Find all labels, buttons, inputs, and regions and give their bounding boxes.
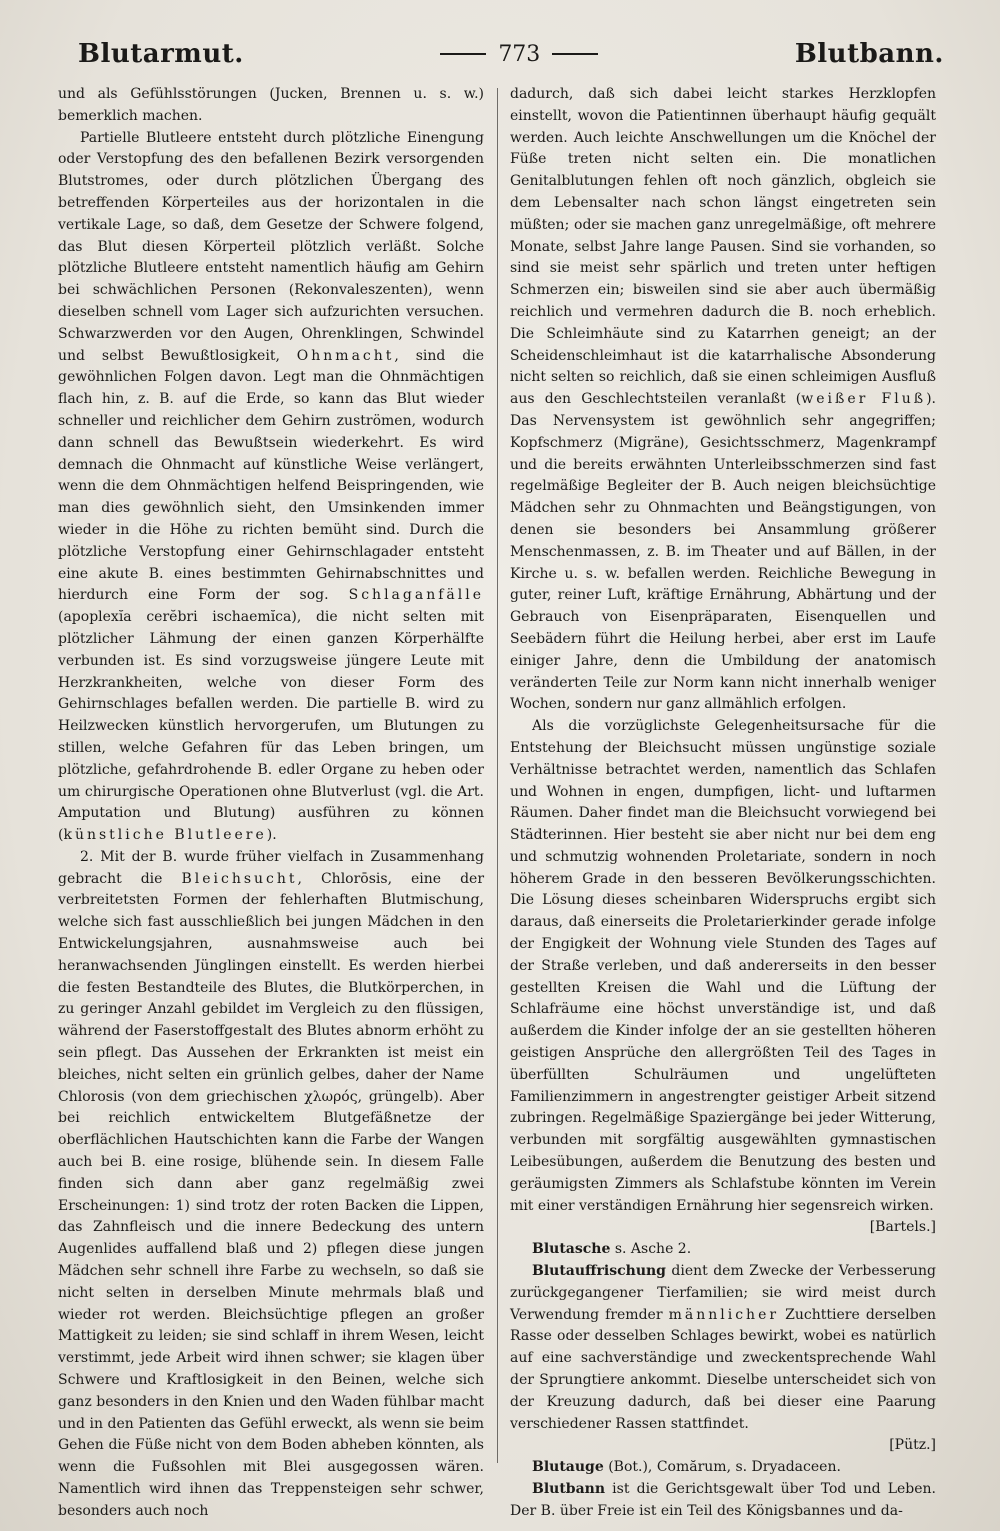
paragraph	[510, 716, 936, 1239]
headword: Blutauffrischung	[532, 1263, 666, 1280]
entry-blutauffrischung	[510, 1261, 936, 1457]
text: und als Gefühlsstörungen (Jucken, Brennen u. s. w.) bemerklich machen.	[58, 86, 484, 124]
page-number-block	[440, 42, 598, 67]
text: Zuchttiere derselben Rasse oder desselben Schlages bewirkt, wobei es natürlich auf eine sachverständige und zweckentsprechende Wahl der Sprungtiere ankommt. Dieselbe unterscheidet sich von der Kreuzung dadurch, daß bei dieser eine Paarung verschiedener Rassen stattfindet.	[510, 1306, 936, 1432]
spaced-term: Ohnmacht	[296, 347, 395, 364]
page-number: 773	[498, 41, 541, 67]
author-signature: [Bartels.]	[869, 1219, 936, 1236]
text: Partielle Blutleere entsteht durch plötzliche Einengung oder Verstopfung des den befallenen Bezirk versorgenden Blutstromes, oder durch plötzlichen Übergang des betreffenden Körperteiles aus der horizontalen in die vertikale Lage, so daß, dem Gesetze der Schwere folgend, das Blut diesen Körperteil plötzlich verläßt. Solche plötzliche Blutleere entsteht namentlich häufig am Gehirn bei schwächlichen Personen (Rekonvaleszenten), wenn dieselben schnell vom Lager sich aufzurichten versuchen. Schwarzwerden vor den Augen, Ohrenklingen, Schwindel und selbst Bewußtlosigkeit,	[58, 129, 484, 364]
author-signature: [Pütz.]	[889, 1437, 936, 1454]
text: dient dem Zwecke der Verbesserung zurückgegangener Tierfamilien; sie wird meist durch Verwendung fremder	[510, 1263, 936, 1323]
spaced-term: weißer Fluß	[801, 391, 927, 408]
entry-blutasche	[510, 1239, 936, 1261]
left-column	[58, 84, 485, 1519]
text: Als die vorzüglichste Gelegenheitsursache für die Entstehung der Bleichsucht müssen ungünstige soziale Verhältnisse betrachtet werden, namentlich das Schlafen und Wohnen in engen, dumpfigen, licht- und luftarmen Räumen. Daher findet man die Bleichsucht vorwiegend bei Städterinnen. Hier besteht sie aber nicht nur bei dem eng und schmutzig wohnenden Proletariate, sondern in noch höherem Grade in den besseren Bevölkerungsschichten. Die Lösung dieses scheinbaren Widerspruchs ergibt sich daraus, daß einerseits die Proletarierkinder gerade infolge der Engigkeit der Wohnung viele Stunden des Tages auf der Straße verleben, und daß andererseits in den besser gestellten Kreisen die Wahl und die Lüftung der Schlafräume eine höchst unverständige ist, und daß außerdem die Kinder infolge der an sie gestellten höheren geistigen Ansprüche den allergrößten Teil des Tages in überfüllten Schulräumen und ungelüfteten Familienzimmern in angestrengter geistiger Arbeit sitzend zubringen. Regelmäßige Spaziergänge bei jeder Witterung, verbunden mit sorgfältig ausgewählten gymnastischen Leibesübungen, außerdem die Benutzung des besten und geräumigsten Zimmers als Schlafstube könnten im Verein mit einer verständigen Ernährung hier segensreich wirken.	[510, 718, 936, 1214]
spaced-term: künstliche Blutleere	[63, 827, 267, 844]
paragraph	[58, 84, 484, 128]
header-dash-right	[552, 53, 598, 55]
right-column	[510, 84, 936, 1519]
headword: Blutasche	[532, 1241, 611, 1258]
text: 2. Mit der B. wurde früher vielfach in Zusammenhang gebracht die	[58, 848, 484, 887]
text: (Bot.), Comărum, s. Dryadaceen.	[603, 1459, 841, 1476]
running-head-left: Blutarmut.	[78, 39, 244, 69]
spaced-term: männlicher	[668, 1306, 780, 1323]
headword: Blutbann	[532, 1481, 606, 1497]
text: (apoplexĭa cerĕbri ischaemĭca), die nicht selten mit plötzlicher Lähmung der einen ganzen Körperhälfte verbunden ist. Es sind vorzugsweise jüngere Leute mit Herzkrankheiten, welche von dieser Form des Gehirnschlages befallen werden. Die partielle B. wird zu Heilzwecken künstlich hervorgerufen, um Blutungen zu stillen, welche Gefahren für das Leben bringen, um plötzliche, gefahrdrohende B. edler Organe zu heben oder um chirurgische Operationen ohne Blutverlust (vgl. die Art. Amputation und Blutung) ausführen zu können (	[58, 609, 484, 844]
entry-blutbann	[510, 1479, 936, 1523]
paragraph	[510, 84, 936, 716]
column-divider	[497, 88, 498, 1463]
spaced-term: Schlaganfälle	[348, 587, 484, 604]
text: s. Asche 2.	[610, 1241, 692, 1258]
text: dadurch, daß sich dabei leicht starkes Herzklopfen einstellt, wovon die Patientinnen überhaupt häufig gequält werden. Auch leichte Anschwellungen um die Knöchel der Füße treten nicht selten ein. Die monatlichen Genitalblutungen fehlen oft noch gänzlich, obgleich sie dem Lebensalter nach schon längst eingetreten sein müßten; oder sie machen ganz unregelmäßige, oft mehrere Monate, selbst Jahre lange Pausen. Sind sie vorhanden, so sind sie meist sehr spärlich und treten unter heftigen Schmerzen ein; bisweilen sind sie aber auch übermäßig reichlich und vermehren dadurch die B. noch erheblich. Die Schleimhäute sind zu Katarrhen geneigt; an der Scheidenschleimhaut ist die katarrhalische Absonderung nicht selten so reichlich, daß sie einen schleimigen Ausfluß aus den Geschlechtsteilen veranlaßt (	[510, 86, 936, 408]
text: , Chlorōsis, eine der verbreitetsten Formen der fehlerhaften Blutmischung, welche sich fast ausschließlich bei jungen Mädchen in den Entwickelungsjahren, ausnahmsweise auch bei heranwachsenden Jünglingen einstellt. Es werden hierbei die festen Bestandteile des Blutes, die Blutkörperchen, in zu geringer Anzahl gebildet im Vergleich zu den flüssigen, während der Faserstoffgestalt des Blutes abnorm erhöht zu sein pflegt. Das Aussehen der Erkrankten ist meist ein bleiches, nicht selten ein grünlich gelbes, daher der Name Chlorosis (von dem griechischen χλωρός, grüngelb). Aber bei reichlich entwickeltem Blutgefäßnetze der oberflächlichen Hautschichten kann die Farbe der Wangen auch bei B. eine rosige, blühende sein. In diesem Falle finden sich dann aber ganz regelmäßig zwei Erscheinungen: 1) sind trotz der roten Backen die Lippen, das Zahnfleisch und die innere Bedeckung des untern Augenlides auffallend blaß und 2) pflegen diese jungen Mädchen sehr schnell ihre Farbe zu wechseln, so daß sie nicht selten in derselben Minute mehrmals blaß und wieder rot werden. Bleichsüchtige pflegen an großer Mattigkeit zu leiden; sie sind schlaff in ihrem Wesen, leicht verstimmt, jede Arbeit wird ihnen schwer; sie klagen über Schwere und Kraftlosigkeit in den Beinen, welche sich ganz besonders in den Knien und den Waden fühlbar macht und in den Patienten das Gefühl erweckt, als wenn sie beim Gehen die Füße nicht von dem Boden abheben könnten, als wenn die Fußsohlen mit Blei ausgegossen wären. Namentlich wird ihnen das Treppensteigen sehr schwer, besonders auch noch	[58, 870, 485, 1519]
entry-blutauge	[510, 1457, 936, 1479]
paragraph	[58, 847, 484, 1523]
running-head-right: Blutbann.	[794, 39, 944, 69]
header-dash-left	[440, 53, 486, 55]
paragraph	[58, 128, 484, 847]
text: , sind die gewöhnlichen Folgen davon. Legt man die Ohnmächtigen flach hin, z. B. auf die Erde, so kann das Blut wieder schneller und reichlicher dem Gehirn zuströmen, wodurch dann schnell das Bewußtsein wiederkehrt. Es wird demnach die Ohnmacht auf künstliche Weise verlängert, wenn die dem Ohnmächtigen helfend Beispringenden, wie man dies gewöhnlich sieht, den Umsinkenden immer wieder in die Höhe zu richten bemüht sind. Durch die plötzliche Verstopfung einer Gehirnschlagader entsteht eine akute B. eines bestimmten Gehirnabschnittes und hierdurch eine Form der sog.	[58, 347, 484, 604]
text: ist die Gerichtsgewalt über Tod und Leben. Der B. über Freie ist ein Teil des Königsbannes und da-	[510, 1481, 936, 1519]
spaced-term: Bleichsucht	[181, 870, 298, 887]
text: ).	[266, 827, 277, 844]
text: ). Das Nervensystem ist gewöhnlich sehr angegriffen; Kopfschmerz (Migräne), Gesichtsschmerz, Magenkrampf und die bereits erwähnten Unterleibsschmerzen sind fast regelmäßige Begleiter der B. Auch neigen bleichsüchtige Mädchen sehr zu Ohnmachten und Beängstigungen, von denen sie besonders bei Ansammlung größerer Menschenmassen, z. B. im Theater und auf Bällen, in der Kirche u. s. w. befallen werden. Reichliche Bewegung in guter, reiner Luft, kräftige Ernährung, Abhärtung und der Gebrauch von Eisenpräparaten, Eisenquellen und Seebädern führt die Heilung herbei, aber erst im Laufe einiger Jahre, denn die Umbildung der anatomisch veränderten Teile zur Norm kann nicht innerhalb weniger Wochen, sondern nur ganz allmählich erfolgen.	[510, 391, 936, 713]
headword: Blutauge	[532, 1459, 604, 1476]
page-header	[78, 28, 944, 80]
